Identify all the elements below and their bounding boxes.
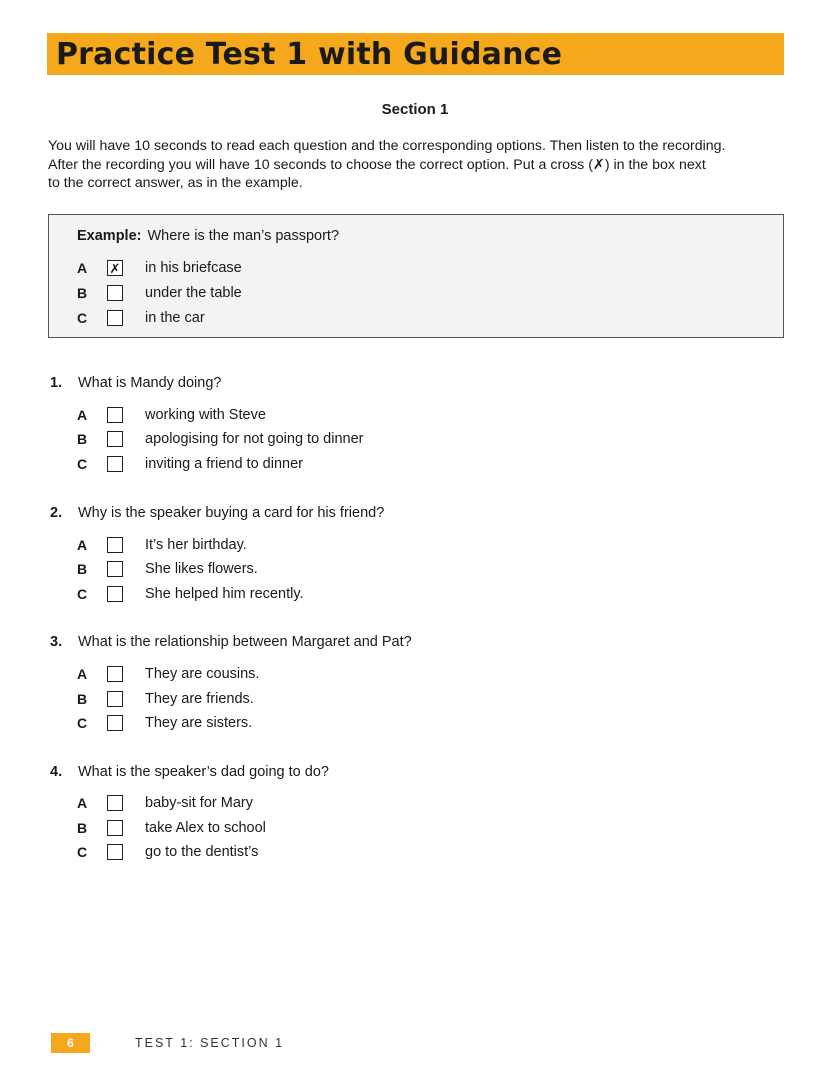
option-text: under the table [145, 285, 242, 301]
option-text: take Alex to school [145, 820, 266, 836]
answer-checkbox[interactable] [107, 691, 123, 707]
question-number: 2. [50, 505, 63, 521]
option-text: It’s her birthday. [145, 537, 247, 553]
option-letter: C [77, 586, 88, 602]
page-number: 6 [51, 1033, 90, 1053]
question-text: What is Mandy doing? [78, 375, 222, 391]
option-text: in his briefcase [145, 260, 242, 276]
answer-checkbox[interactable] [107, 537, 123, 553]
example-option-c [77, 309, 205, 327]
option-letter: C [77, 310, 88, 326]
answer-checkbox[interactable] [107, 586, 123, 602]
example-question-text: Where is the man’s passport? [147, 228, 340, 244]
option-letter: A [77, 407, 88, 423]
option-text: working with Steve [145, 407, 266, 423]
option-letter: C [77, 844, 88, 860]
page-title: Practice Test 1 with Guidance [56, 36, 563, 72]
question-text: Why is the speaker buying a card for his friend? [78, 505, 385, 521]
option-text: They are cousins. [145, 666, 260, 682]
answer-checkbox[interactable] [107, 844, 123, 860]
option-letter: A [77, 260, 88, 276]
answer-checkbox[interactable] [107, 310, 123, 326]
answer-checkbox[interactable] [107, 407, 123, 423]
title-banner [47, 33, 784, 75]
instructions-line-2: After the recording you will have 10 seconds to choose the correct option. Put a cross (✗) in the box next [48, 156, 706, 173]
option-text: She likes flowers. [145, 561, 258, 577]
answer-checkbox[interactable] [107, 795, 123, 811]
option-text: go to the dentist’s [145, 844, 259, 860]
answer-checkbox[interactable] [107, 561, 123, 577]
option-letter: B [77, 820, 88, 836]
option-letter: C [77, 456, 88, 472]
option-letter: A [77, 795, 88, 811]
question-4-option-c [77, 843, 258, 861]
option-letter: A [77, 537, 88, 553]
option-letter: C [77, 715, 88, 731]
option-letter: B [77, 561, 88, 577]
question-number: 4. [50, 764, 63, 780]
answer-checkbox[interactable] [107, 820, 123, 836]
option-text: She helped him recently. [145, 586, 304, 602]
option-letter: A [77, 666, 88, 682]
question-1-option-a [77, 406, 266, 424]
question-2-option-a [77, 536, 247, 554]
answer-checkbox[interactable] [107, 666, 123, 682]
question-4 [50, 764, 329, 780]
option-text: in the car [145, 310, 205, 326]
question-4-option-b [77, 819, 266, 837]
question-1-option-c [77, 455, 303, 473]
question-text: What is the speaker’s dad going to do? [78, 764, 329, 780]
question-text: What is the relationship between Margaret and Pat? [78, 634, 412, 650]
example-box [48, 214, 784, 338]
option-letter: B [77, 691, 88, 707]
running-title: TEST 1: SECTION 1 [135, 1036, 285, 1050]
question-3 [50, 634, 412, 650]
answer-checkbox[interactable] [107, 456, 123, 472]
answer-checkbox[interactable] [107, 285, 123, 301]
instructions-line-3: to the correct answer, as in the example. [48, 175, 303, 191]
answer-checkbox[interactable] [107, 431, 123, 447]
answer-checkbox-checked[interactable]: ✗ [107, 260, 123, 276]
example-question [77, 228, 339, 244]
section-heading: Section 1 [381, 101, 449, 118]
instructions-line-1: You will have 10 seconds to read each question and the corresponding options. Then listen to the recording. [48, 138, 726, 154]
question-1-option-b [77, 430, 363, 448]
question-2 [50, 505, 384, 521]
question-2-option-b [77, 560, 258, 578]
option-text: They are friends. [145, 691, 254, 707]
option-text: apologising for not going to dinner [145, 431, 364, 447]
option-text: They are sisters. [145, 715, 253, 731]
question-2-option-c [77, 585, 304, 603]
option-letter: B [77, 431, 88, 447]
example-option-b [77, 284, 242, 302]
option-text: baby-sit for Mary [145, 795, 253, 811]
instructions [48, 137, 788, 193]
question-1 [50, 375, 221, 391]
question-number: 1. [50, 375, 63, 391]
question-3-option-b [77, 690, 254, 708]
example-option-a [77, 259, 242, 277]
option-letter: B [77, 285, 88, 301]
question-4-option-a [77, 794, 253, 812]
example-label: Example: [77, 228, 142, 244]
option-text: inviting a friend to dinner [145, 456, 303, 472]
question-3-option-c [77, 714, 252, 732]
question-3-option-a [77, 665, 259, 683]
question-number: 3. [50, 634, 63, 650]
answer-checkbox[interactable] [107, 715, 123, 731]
